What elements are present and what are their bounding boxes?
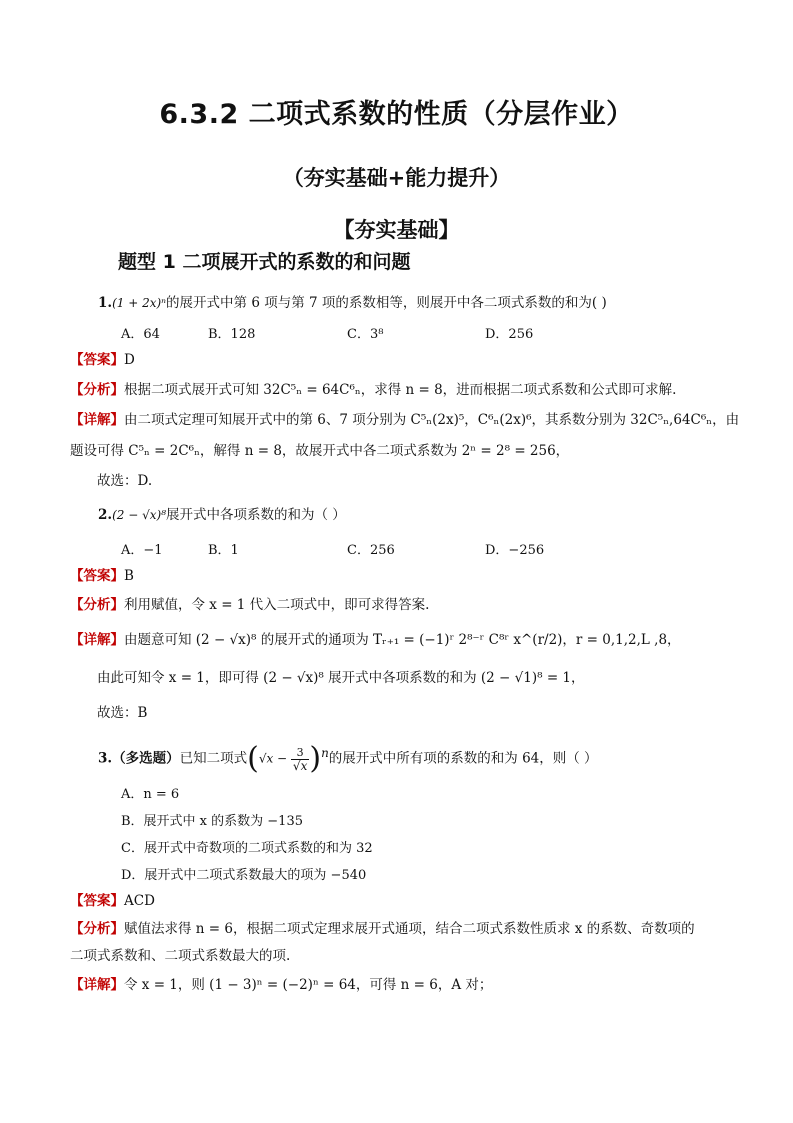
q2-analysis-text: 利用赋值，令 x = 1 代入二项式中，即可求得答案.: [124, 597, 430, 613]
q3-option-d: D．展开式中二项式系数最大的项为 −540: [121, 868, 367, 883]
q1-detail: [70, 410, 739, 430]
q3-analysis-line-2: 二项式系数和、二项式系数最大的项.: [70, 948, 291, 964]
q2-expression: (2 − √x)⁸: [112, 508, 166, 522]
q3-text-b: 的展开式中所有项的系数的和为 64，则（ ）: [328, 750, 598, 767]
q1-analysis-text: 根据二项式展开式可知 32C⁵ₙ = 64C⁶ₙ，求得 n = 8，进而根据二项式系数和公式即可求解.: [124, 382, 677, 398]
q3-minus: −: [273, 751, 291, 766]
q1-detail-line-2: 题设可得 C⁵ₙ = 2C⁶ₙ，解得 n = 8，故展开式中各二项式系数为 2ⁿ = 2⁸ = 256，: [70, 443, 570, 459]
q3-detail-line-1: 令 x = 1，则 (1 − 3)ⁿ = (−2)ⁿ = 64，可得 n = 6，A 对；: [124, 977, 493, 993]
q2-option-b: B．1: [208, 543, 239, 558]
q2-detail-line-1: 由题意可知 (2 − √x)⁸ 的展开式的通项为 Tᵣ₊₁ = (−1)ʳ 2⁸⁻ʳ C⁸ʳ x^(r/2)，r = 0,1,2,L ,8，: [124, 632, 681, 648]
q2-answer: [70, 566, 134, 586]
analysis-label: 【分析】: [70, 921, 124, 937]
q3-answer: [70, 891, 155, 911]
q3-analysis: [70, 919, 695, 939]
page-subtitle: （夯实基础+能力提升）: [282, 166, 511, 190]
q1-option-d: D．256: [485, 327, 534, 342]
answer-label: 【答案】: [70, 352, 124, 368]
q1-detail-line-1: 由二项式定理可知展开式中的第 6、7 项分别为 C⁵ₙ(2x)⁵，C⁶ₙ(2x)⁶，其系数分别为 32C⁵ₙ,64C⁶ₙ，由: [124, 412, 740, 428]
q3-number: 3.: [98, 750, 113, 767]
q1-option-a: A．64: [121, 327, 160, 342]
q2-number: 2.: [98, 507, 113, 523]
q2-detail: [70, 630, 681, 650]
q2-stem: [98, 505, 346, 525]
q3-answer-value: ACD: [124, 893, 155, 909]
q1-expression: (1 + 2x)ⁿ: [112, 296, 167, 310]
q3-close-paren: ): [309, 741, 322, 776]
q3-stem: [98, 733, 598, 776]
q3-detail: [70, 975, 492, 995]
detail-label: 【详解】: [70, 632, 124, 648]
analysis-label: 【分析】: [70, 382, 124, 398]
q1-answer: [70, 350, 135, 370]
q2-answer-value: B: [124, 568, 134, 584]
q3-fraction: [291, 747, 309, 772]
q3-option-a: A．n = 6: [121, 787, 180, 802]
q1-answer-value: D: [124, 352, 135, 368]
answer-label: 【答案】: [70, 568, 124, 584]
q3-frac-den: √x: [292, 758, 308, 773]
q1-text: 的展开式中第 6 项与第 7 项的系数相等，则展开中各二项式系数的和为( ): [166, 295, 607, 311]
q3-tag: （多选题）: [112, 750, 180, 767]
q3-analysis-line-1: 赋值法求得 n = 6，根据二项式定理求展开式通项，结合二项式系数性质求 x 的系数、奇数项的: [124, 921, 695, 937]
q3-sqrt-x: √x: [258, 751, 274, 766]
q2-detail-line-2: 由此可知令 x = 1，即可得 (2 − √x)⁸ 展开式中各项系数的和为 (2 − √1)⁸ = 1，: [97, 670, 585, 686]
q2-text: 展开式中各项系数的和为（ ）: [166, 507, 346, 523]
q1-detail-line-3: 故选：D.: [97, 473, 153, 489]
q1-stem: [98, 293, 607, 313]
q1-option-c: C．3⁸: [347, 327, 384, 342]
q1-analysis: [70, 380, 676, 400]
q2-option-a: A．−1: [121, 543, 163, 558]
question-type-heading: 题型 1 二项展开式的系数的和问题: [118, 251, 411, 273]
q2-detail-line-3: 故选：B: [97, 705, 148, 721]
section-heading: 【夯实基础】: [333, 218, 460, 242]
q1-option-b: B．128: [208, 327, 256, 342]
q3-text-a: 已知二项式: [179, 750, 248, 767]
answer-label: 【答案】: [70, 893, 124, 909]
detail-label: 【详解】: [70, 977, 124, 993]
q3-frac-num: 3: [291, 747, 309, 760]
analysis-label: 【分析】: [70, 597, 124, 613]
detail-label: 【详解】: [70, 412, 124, 428]
q2-analysis: [70, 595, 429, 615]
q2-option-c: C．256: [347, 543, 395, 558]
q3-option-b: B．展开式中 x 的系数为 −135: [121, 814, 303, 829]
page-title: 6.3.2 二项式系数的性质（分层作业）: [159, 99, 634, 130]
q3-open-paren: (: [247, 741, 259, 776]
q3-option-c: C．展开式中奇数项的二项式系数的和为 32: [121, 841, 373, 856]
q1-number: 1.: [98, 295, 113, 311]
q3-power: n: [321, 746, 329, 760]
q2-option-d: D．−256: [485, 543, 545, 558]
